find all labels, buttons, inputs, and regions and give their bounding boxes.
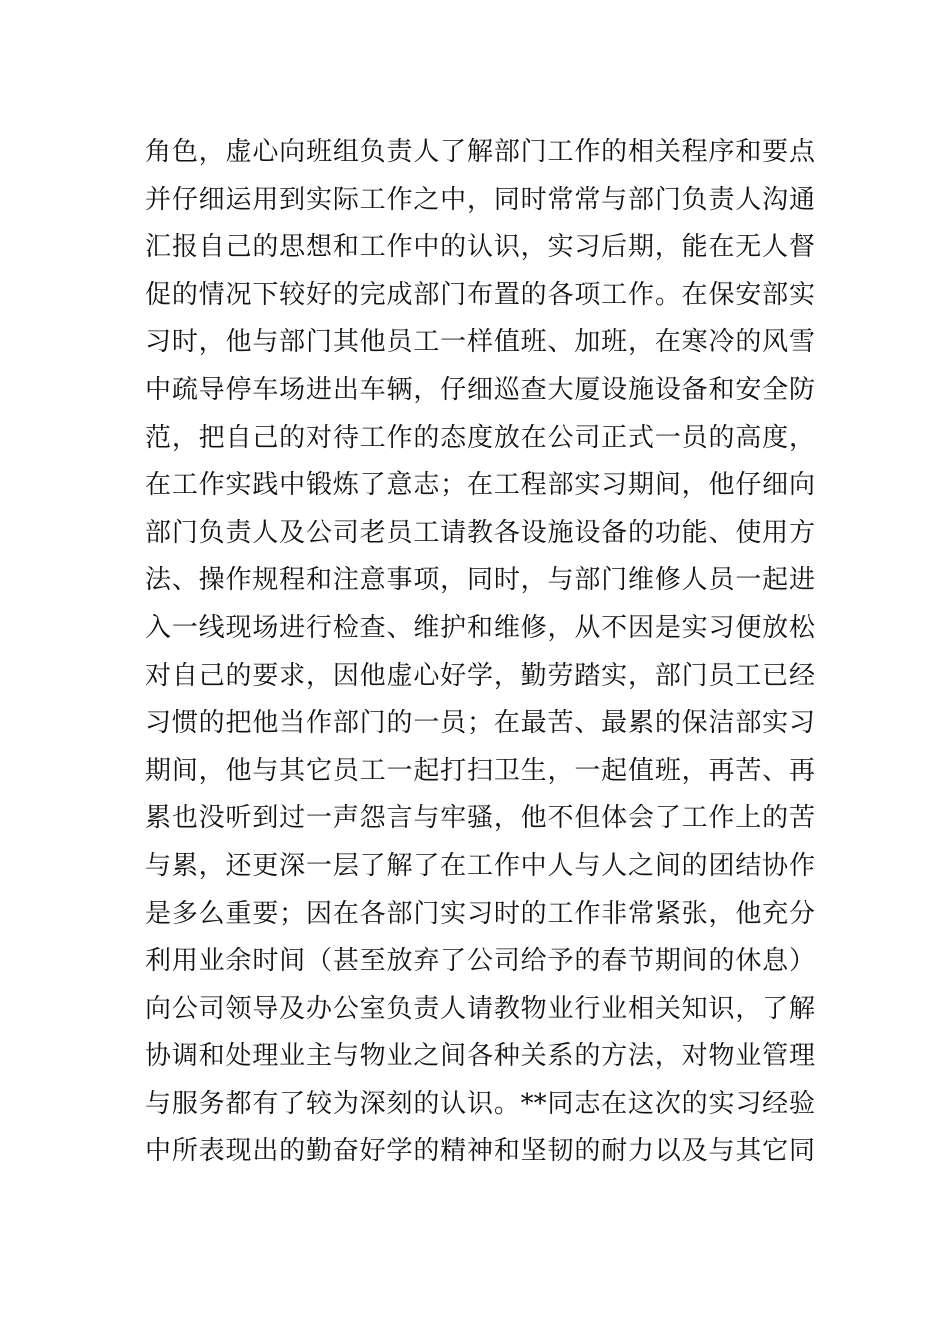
- text-line: 利用业余时间（甚至放弃了公司给予的春节期间的休息）: [145, 946, 815, 977]
- text-line: 中疏导停车场进出车辆，仔细巡查大厦设施设备和安全防: [145, 374, 815, 405]
- text-line: 在工作实践中锻炼了意志；在工程部实习期间，他仔细向: [145, 470, 815, 501]
- text-line: 促的情况下较好的完成部门布置的各项工作。在保安部实: [145, 279, 815, 310]
- text-line: 入一线现场进行检查、维护和维修，从不因是实习便放松: [145, 612, 815, 643]
- body-paragraph: [145, 129, 815, 1176]
- text-line: 范，把自己的对待工作的态度放在公司正式一员的高度，: [145, 422, 815, 453]
- text-line: 对自己的要求，因他虚心好学，勤劳踏实，部门员工已经: [145, 660, 815, 691]
- text-line: 部门负责人及公司老员工请教各设施设备的功能、使用方: [145, 517, 815, 548]
- text-line: 累也没听到过一声怨言与牢骚，他不但体会了工作上的苦: [145, 803, 815, 834]
- text-line: 汇报自己的思想和工作中的认识，实习后期，能在无人督: [145, 232, 815, 263]
- text-line: 与累，还更深一层了解了在工作中人与人之间的团结协作: [145, 850, 815, 881]
- text-line: 与服务都有了较为深刻的认识。**同志在这次的实习经验: [145, 1088, 815, 1119]
- text-line: 期间，他与其它员工一起打扫卫生，一起值班，再苦、再: [145, 755, 815, 786]
- text-line: 习惯的把他当作部门的一员；在最苦、最累的保洁部实习: [145, 708, 815, 739]
- text-line: 协调和处理业主与物业之间各种关系的方法，对物业管理: [145, 1041, 815, 1072]
- text-line: 法、操作规程和注意事项，同时，与部门维修人员一起进: [145, 565, 815, 596]
- text-line: 中所表现出的勤奋好学的精神和坚韧的耐力以及与其它同: [145, 1136, 815, 1167]
- text-line: 向公司领导及办公室负责人请教物业行业相关知识，了解: [145, 993, 815, 1024]
- text-line: 习时，他与部门其他员工一样值班、加班，在寒冷的风雪: [145, 327, 815, 358]
- text-line: 并仔细运用到实际工作之中，同时常常与部门负责人沟通: [145, 184, 815, 215]
- text-line: 是多么重要；因在各部门实习时的工作非常紧张，他充分: [145, 898, 815, 929]
- text-line: 角色，虚心向班组负责人了解部门工作的相关程序和要点: [145, 137, 815, 167]
